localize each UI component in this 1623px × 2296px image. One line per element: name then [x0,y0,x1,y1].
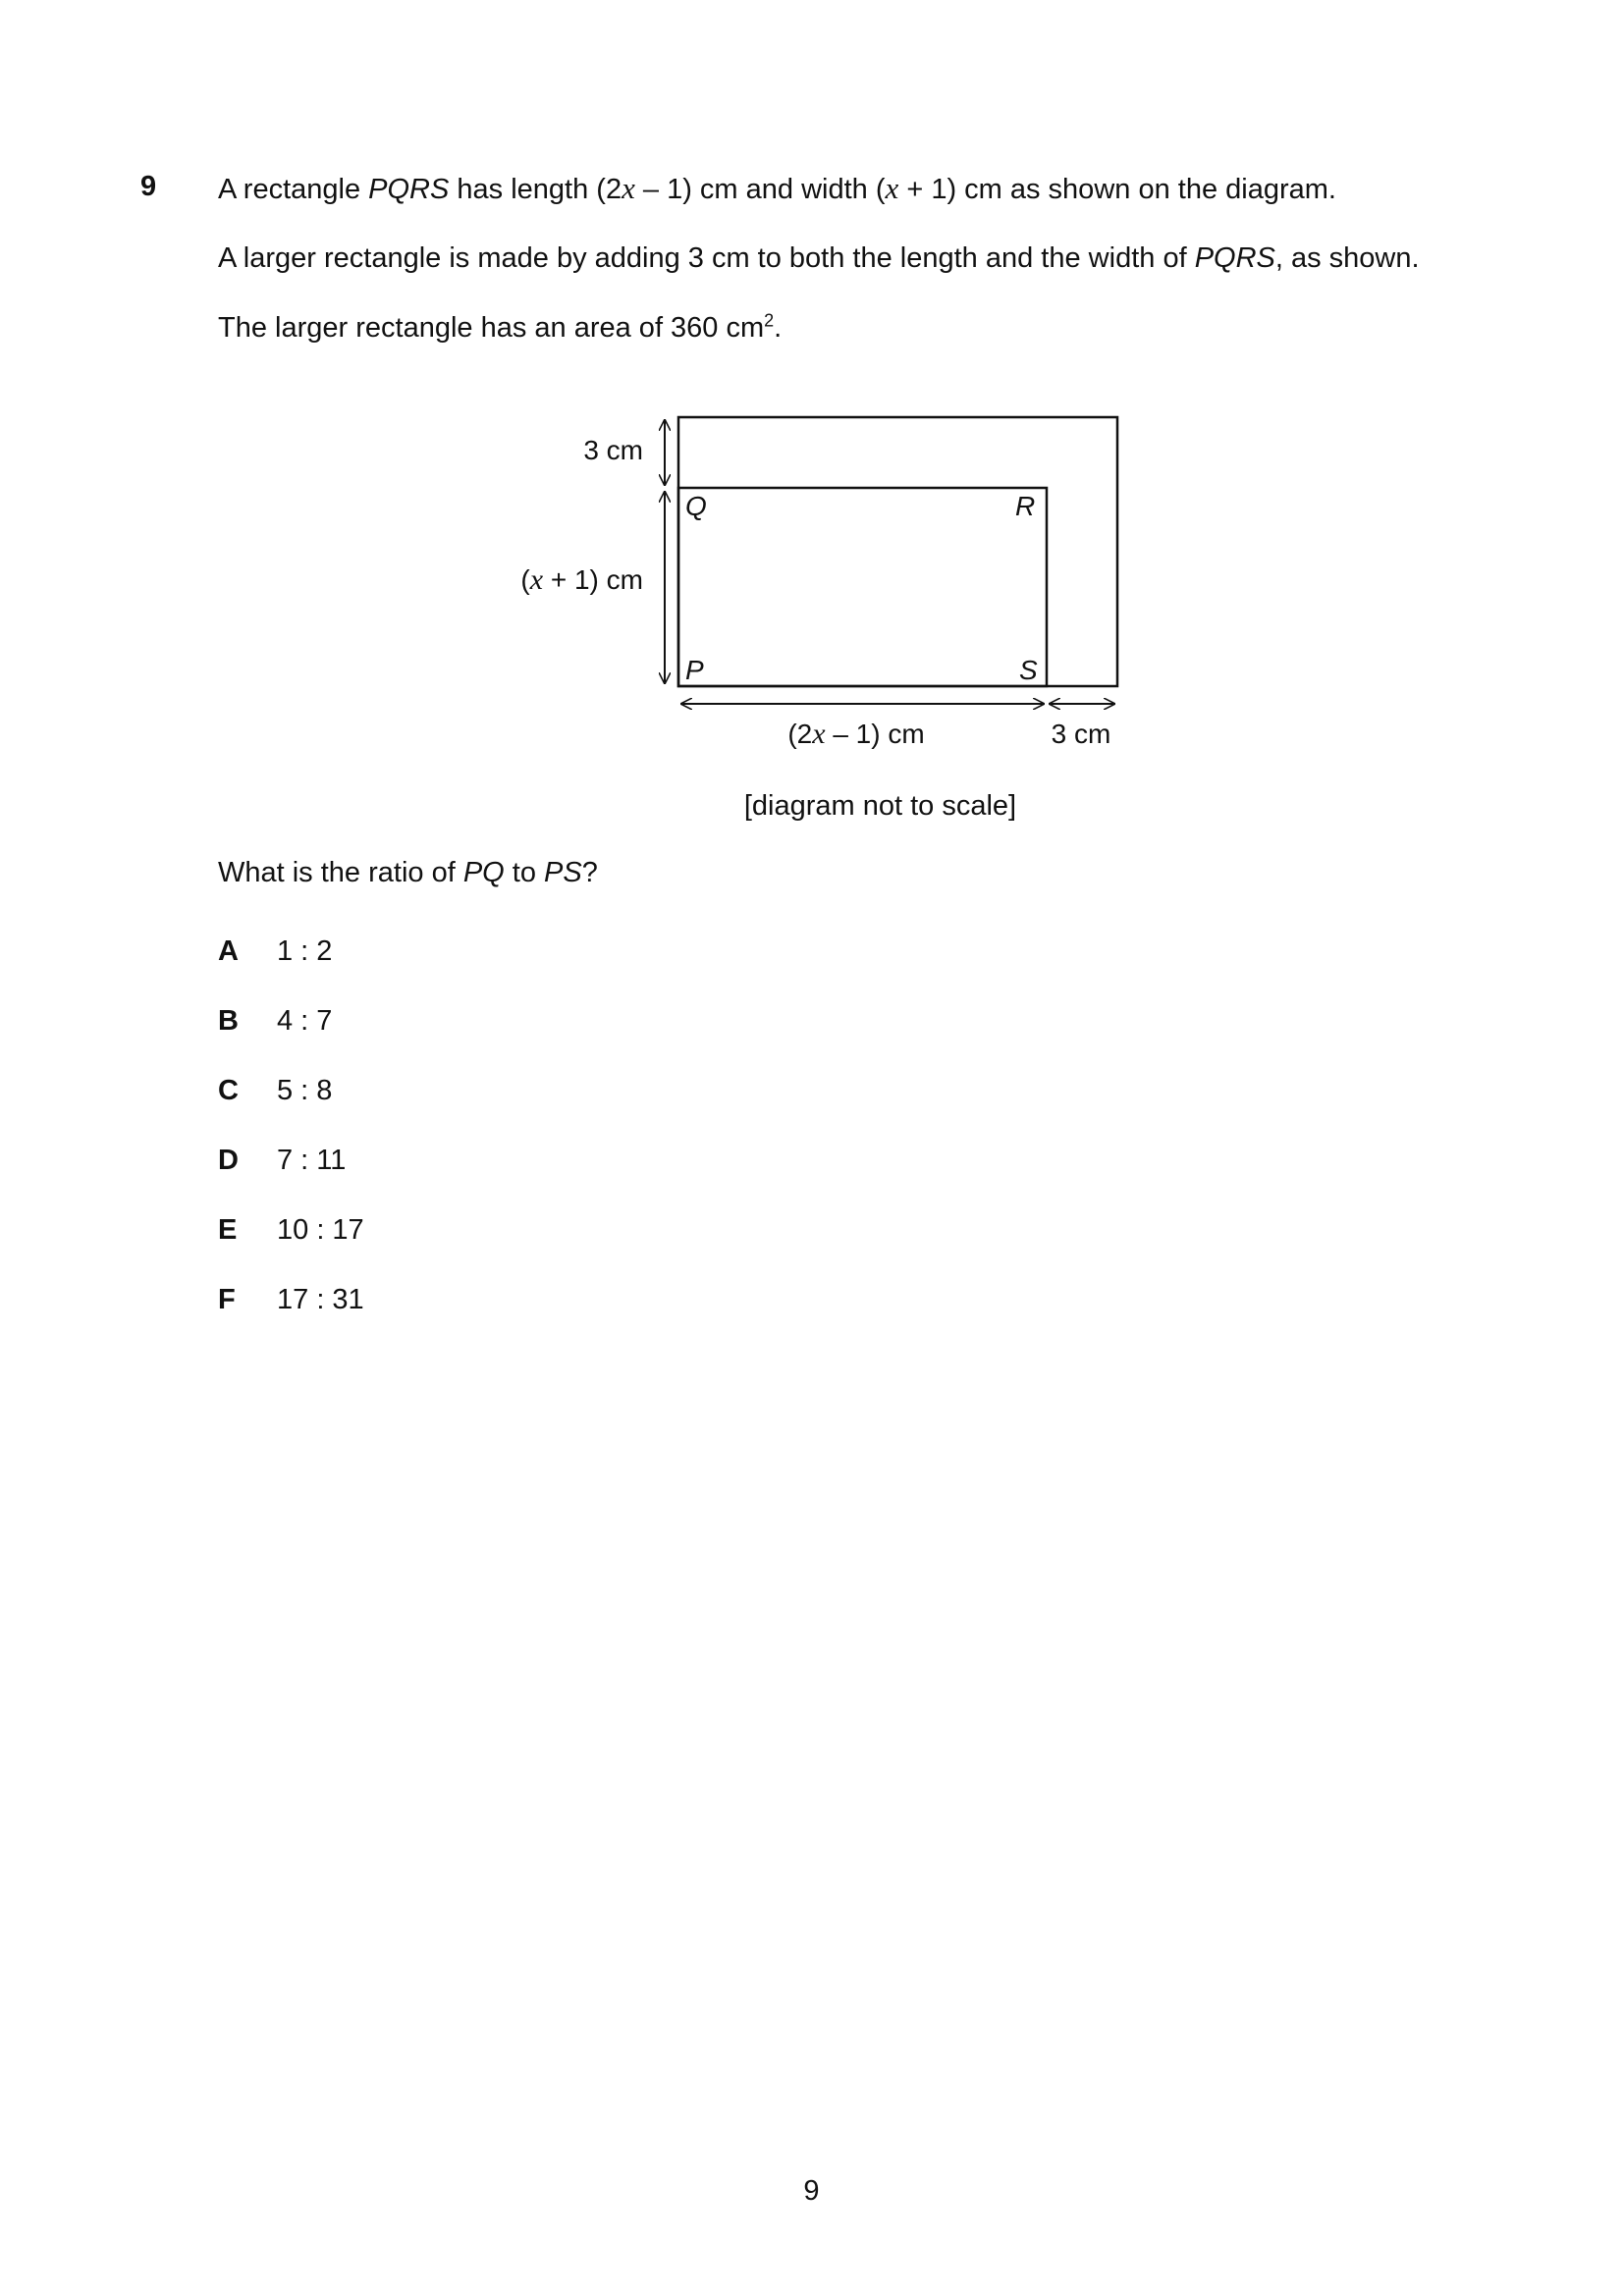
option-letter: D [218,1145,239,1176]
option-value: 7 : 11 [277,1145,347,1176]
rectangle-diagram [0,0,1623,883]
option-letter: C [218,1075,239,1106]
question-line-3: The larger rectangle has an area of 360 $cm^2$. [218,310,783,344]
question-prompt: What is the ratio of PQ to PS? [218,857,598,888]
option-letter: E [218,1214,238,1246]
right-gap-label: 3 cm [1051,719,1111,749]
inner-rectangle-pqrs [678,488,1047,686]
option-value: 5 : 8 [277,1075,333,1106]
question-number: 9 [140,171,157,202]
length-label: (2x – 1) cm [787,718,925,750]
option-f[interactable] [218,1284,364,1316]
question-line-1: A rectangle PQRS has length (2x – 1) cm and width (x + 1) cm as shown on the diagram. [218,171,1336,205]
corner-p-label: P [685,655,704,685]
option-value: 10 : 17 [277,1214,364,1246]
option-d[interactable] [218,1145,346,1177]
option-letter: A [218,935,239,967]
outer-rectangle [678,417,1117,686]
option-c[interactable] [218,1075,332,1107]
corner-r-label: R [1015,491,1036,521]
corner-s-label: S [1019,655,1038,685]
width-label: (x + 1) cm [520,563,643,596]
option-letter: B [218,1005,239,1037]
corner-q-label: Q [685,491,707,521]
page-number: 9 [803,2175,820,2207]
option-value: 4 : 7 [277,1005,333,1037]
option-value: 1 : 2 [277,935,333,967]
option-value: 17 : 31 [277,1284,364,1315]
diagram-caption: [diagram not to scale] [743,790,1017,822]
option-a[interactable] [218,935,332,968]
question-line-2: A larger rectangle is made by adding 3 cm to both the length and the width of PQRS, as shown. [218,242,1420,274]
top-gap-label: 3 cm [583,435,643,465]
option-e[interactable] [218,1214,364,1247]
option-b[interactable] [218,1005,332,1038]
option-letter: F [218,1284,236,1315]
